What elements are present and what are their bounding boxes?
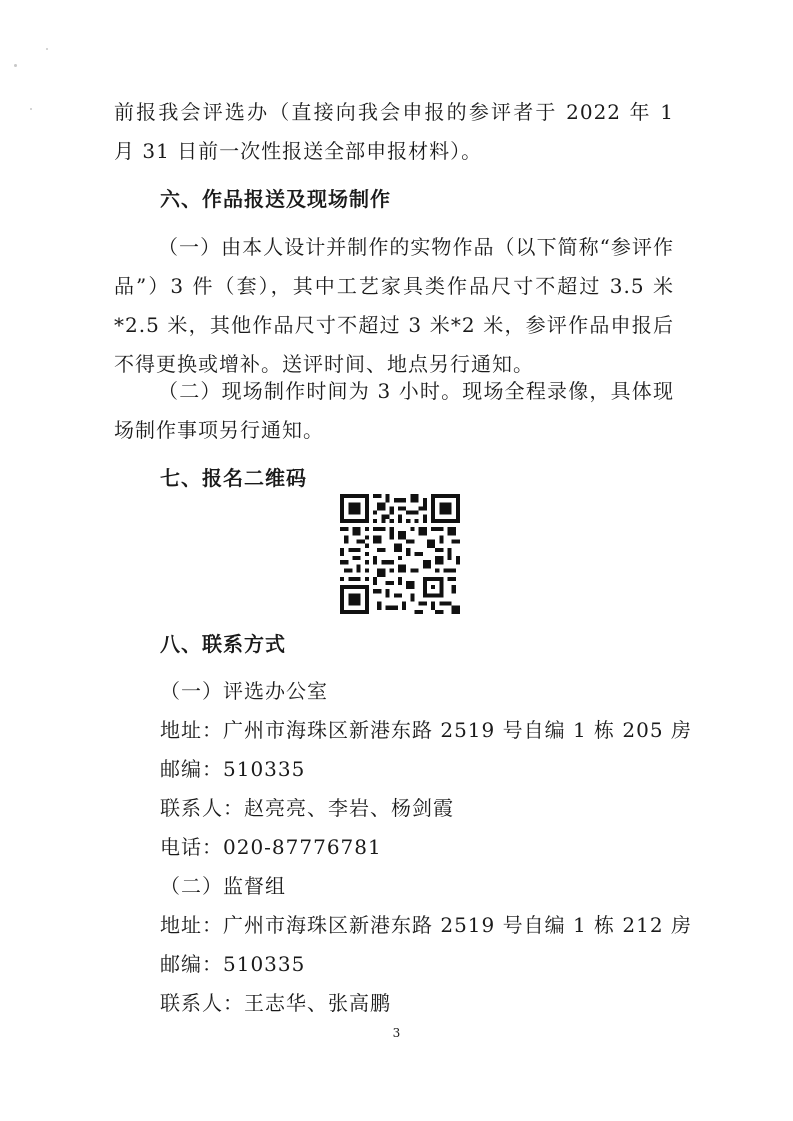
contact-supervision-address: 地址：广州市海珠区新港东路 2519 号自编 1 栋 212 房 <box>160 913 692 937</box>
heading-section-8: 八、联系方式 <box>160 632 286 656</box>
paragraph-submission-deadline: 前报我会评选办（直接向我会申报的参评者于 2022 年 1 月 31 日前一次性报送全部申报材料）。 <box>114 100 674 163</box>
scan-speck <box>14 64 17 67</box>
contact-supervision-postcode: 邮编：510335 <box>160 952 306 976</box>
contact-office-address: 地址：广州市海珠区新港东路 2519 号自编 1 栋 205 房 <box>160 718 692 742</box>
heading-section-7: 七、报名二维码 <box>160 466 307 490</box>
contact-office-people: 联系人：赵亮亮、李岩、杨剑霞 <box>160 796 454 820</box>
contact-office-postcode: 邮编：510335 <box>160 757 306 781</box>
scan-speck <box>30 108 32 110</box>
contact-supervision-people: 联系人：王志华、张高鹏 <box>160 991 391 1015</box>
paragraph-onsite-production: （二）现场制作时间为 3 小时。现场全程录像，具体现场制作事项另行通知。 <box>114 379 674 442</box>
contact-supervision-title: （二）监督组 <box>160 874 286 898</box>
contact-office-title: （一）评选办公室 <box>160 679 328 703</box>
contact-office-phone: 电话：020-87776781 <box>160 835 382 859</box>
heading-section-6: 六、作品报送及现场制作 <box>160 187 391 211</box>
paragraph-artwork-requirements: （一）由本人设计并制作的实物作品（以下简称“参评作品”）3 件（套），其中工艺家具类作品尺寸不超过 3.5 米*2.5 米，其他作品尺寸不超过 3 米*2 米，参评作品申报后不得更换或增补。送评时间、地点另行通知。 <box>114 235 674 376</box>
page-number: 3 <box>392 1026 401 1040</box>
scan-speck <box>46 48 48 50</box>
registration-qr-code <box>340 494 460 614</box>
